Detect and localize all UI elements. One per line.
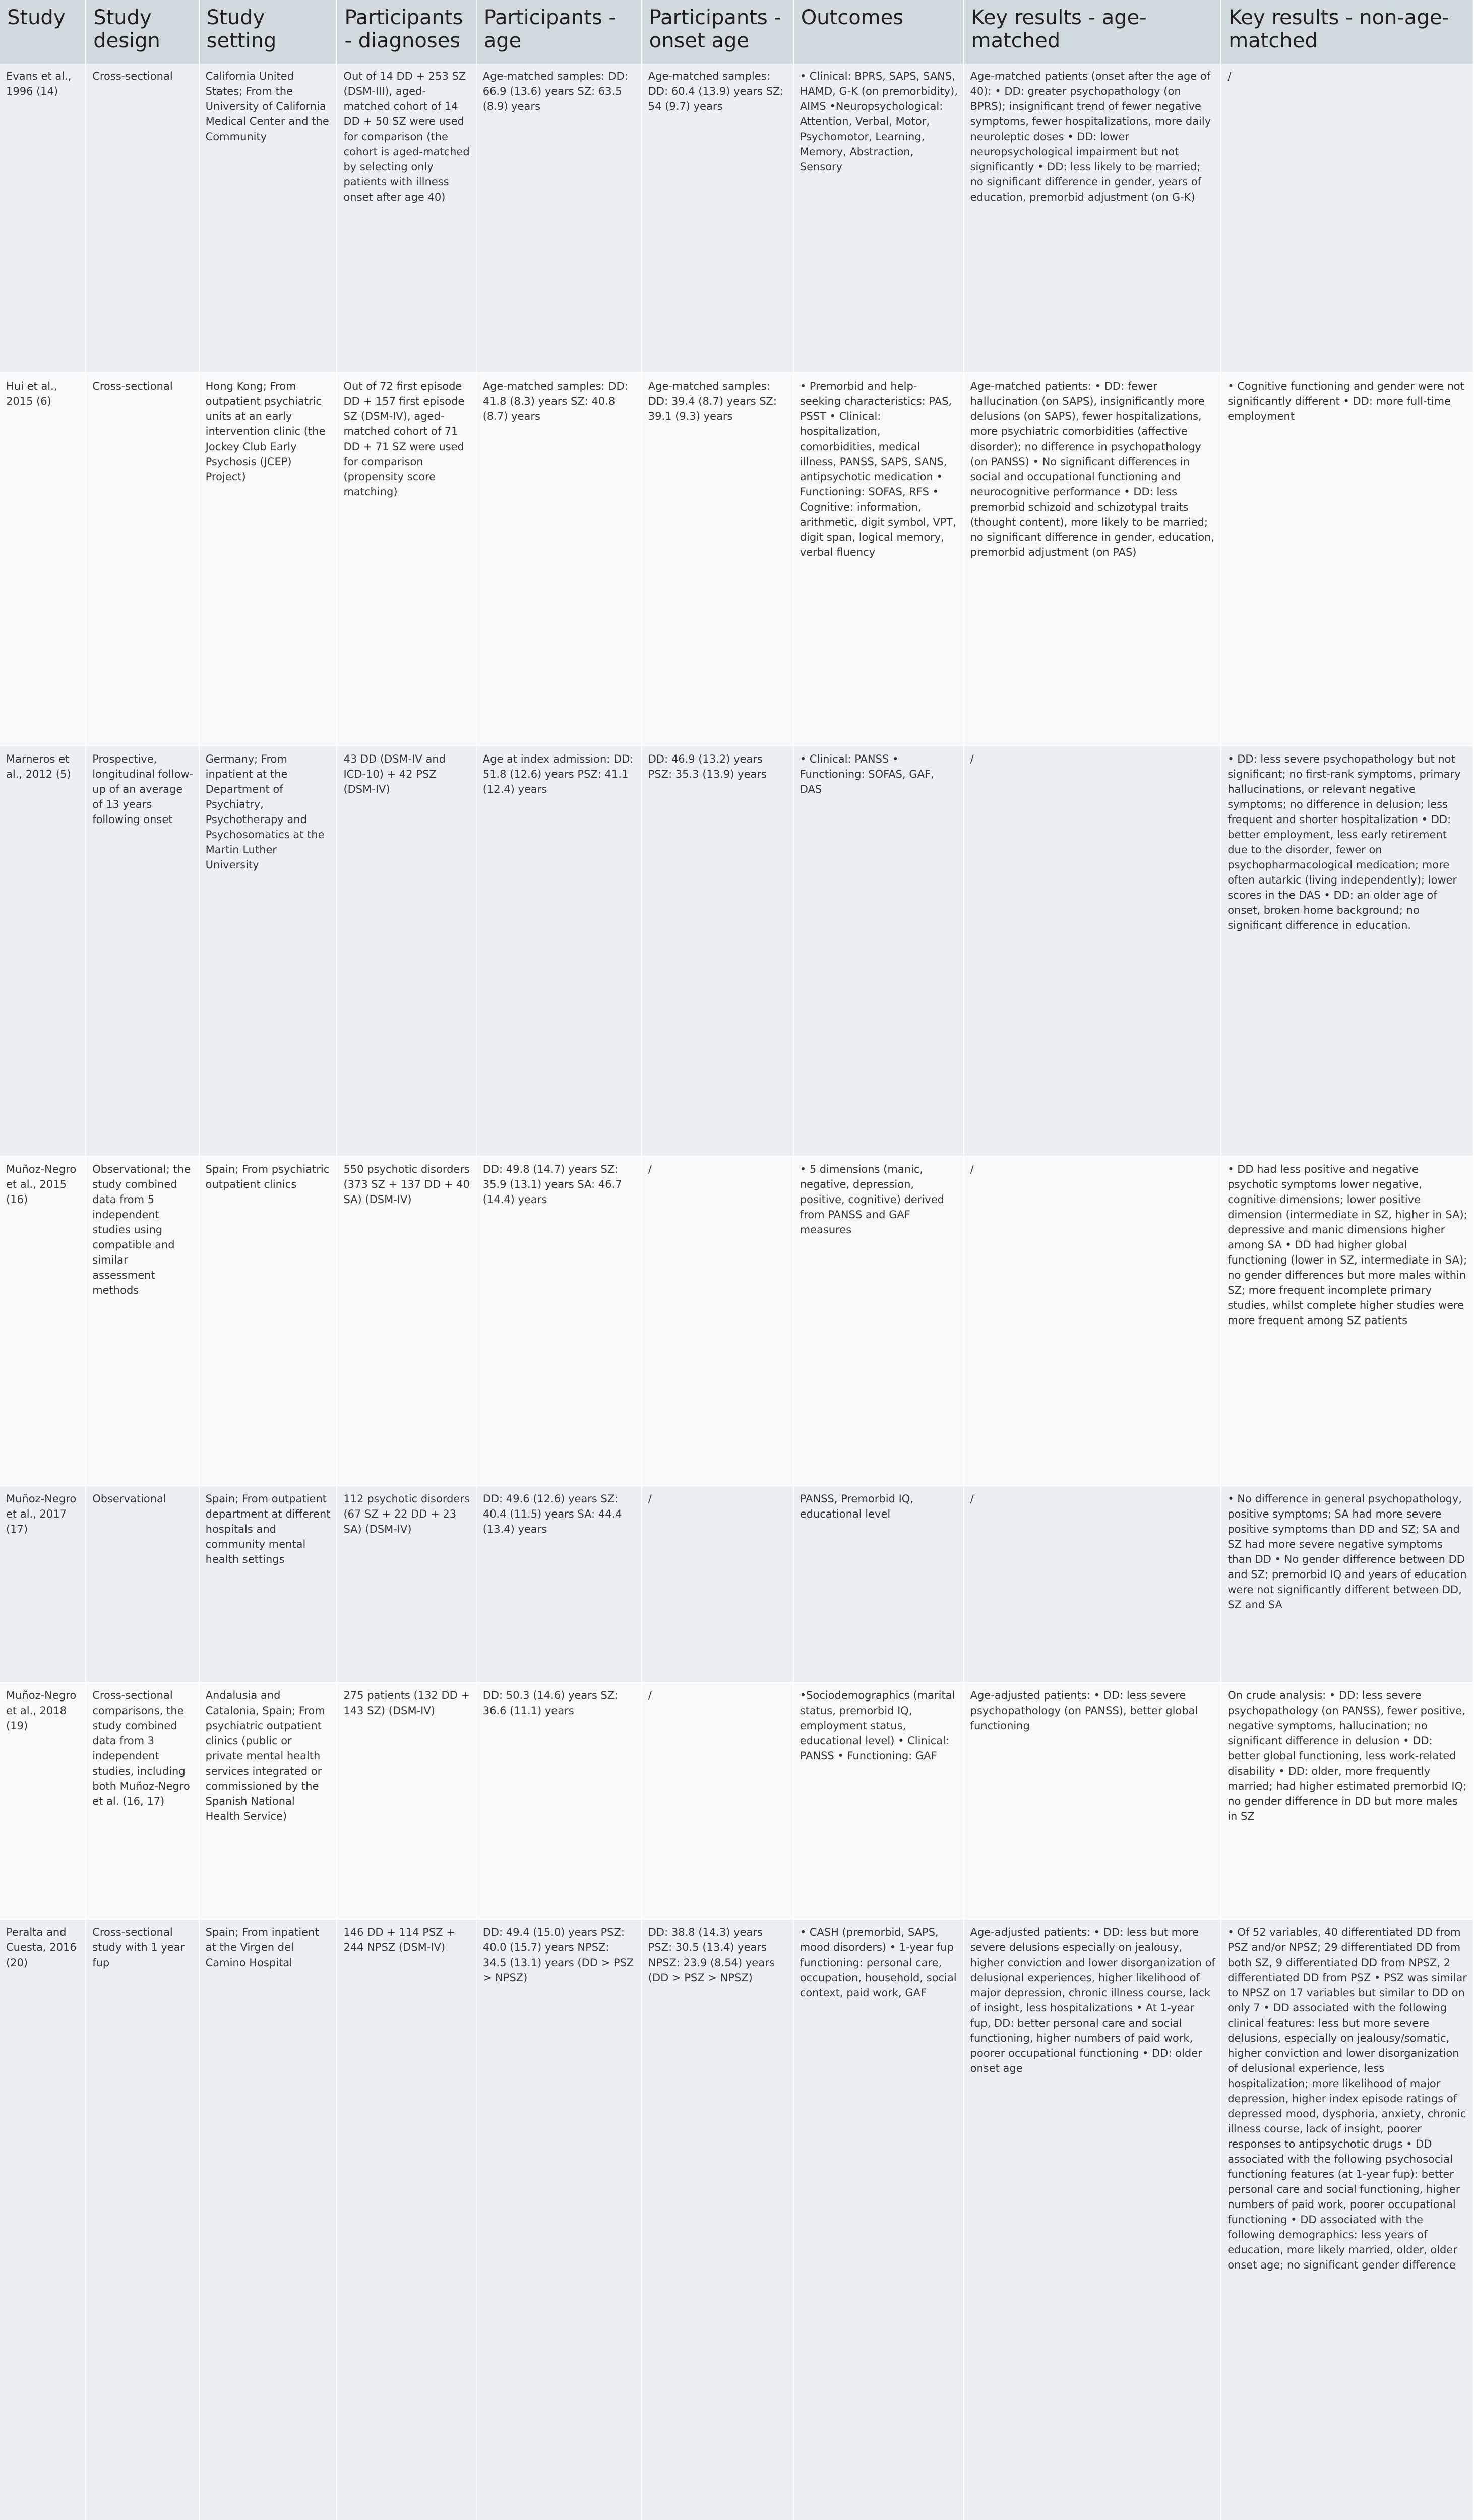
cell-age-matched-results: Age-matched patients: • DD: fewer hallucination (on SAPS), insignificantly more delusions (on SAPS), fewer hospitalizations, more psychiatric comorbidities (affective disorder); no difference in psychopathology (on PANSS) • No significant differences in social and occupational functioning and neurocognitive performance • DD: less premorbid schizoid and schizotypal traits (thought content), more likely to be married; no significant difference in gender, education, premorbid adjustment (on PAS) xyxy=(964,373,1221,746)
cell-diagnoses: 146 DD + 114 PSZ + 244 NPSZ (DSM-IV) xyxy=(337,1919,476,2520)
cell-study-design: Prospective, longitudinal follow-up of an average of 13 years following onset xyxy=(86,746,199,1156)
cell-study-design: Cross-sectional study with 1 year fup xyxy=(86,1919,199,2520)
cell-non-age-matched-results: • No difference in general psychopathology, positive symptoms; SA had more severe positive symptoms than DD and SZ; SA and SZ had more severe negative symptoms than DD • No gender difference between DD and SZ; premorbid IQ and years of education were not significantly different between DD, SZ and SA xyxy=(1221,1486,1473,1682)
cell-non-age-matched-results: • Cognitive functioning and gender were not significantly different • DD: more full-time employment xyxy=(1221,373,1473,746)
cell-diagnoses: 550 psychotic disorders (373 SZ + 137 DD + 40 SA) (DSM-IV) xyxy=(337,1156,476,1486)
table-row xyxy=(0,1919,1473,2520)
cell-study-design: Observational; the study combined data from 5 independent studies using compatible and similar assessment methods xyxy=(86,1156,199,1486)
cell-study: Muñoz-Negro et al., 2015 (16) xyxy=(0,1156,86,1486)
cell-outcomes: • Clinical: PANSS • Functioning: SOFAS, GAF, DAS xyxy=(793,746,964,1156)
cell-onset-age: / xyxy=(642,1156,793,1486)
cell-onset-age: Age-matched samples: DD: 39.4 (8.7) years SZ: 39.1 (9.3) years xyxy=(642,373,793,746)
cell-age-matched-results: / xyxy=(964,1156,1221,1486)
cell-study-design: Cross-sectional comparisons, the study combined data from 3 independent studies, including both Muñoz-Negro et al. (16, 17) xyxy=(86,1682,199,1919)
cell-age: DD: 49.4 (15.0) years PSZ: 40.0 (15.7) years NPSZ: 34.5 (13.1) years (DD > PSZ > NPSZ) xyxy=(476,1919,642,2520)
cell-diagnoses: Out of 72 first episode DD + 157 first episode SZ (DSM-IV), aged-matched cohort of 71 DD + 71 SZ were used for comparison (propensity score matching) xyxy=(337,373,476,746)
cell-age-matched-results: Age-matched patients (onset after the age of 40): • DD: greater psychopathology (on BPRS); insignificant trend of fewer negative symptoms, fewer hospitalizations, more daily neuroleptic doses • DD: lower neuropsychological impairment but not significantly • DD: less likely to be married; no significant difference in gender, years of education, premorbid adjustment (on G-K) xyxy=(964,64,1221,373)
cell-age: DD: 49.6 (12.6) years SZ: 40.4 (11.5) years SA: 44.4 (13.4) years xyxy=(476,1486,642,1682)
header-onset-age: Participants - onset age xyxy=(642,0,793,64)
cell-diagnoses: 275 patients (132 DD + 143 SZ) (DSM-IV) xyxy=(337,1682,476,1919)
header-study: Study xyxy=(0,0,86,64)
cell-outcomes: •Sociodemographics (marital status, premorbid IQ, employment status, educational level) • Clinical: PANSS • Functioning: GAF xyxy=(793,1682,964,1919)
cell-diagnoses: Out of 14 DD + 253 SZ (DSM-III), aged-matched cohort of 14 DD + 50 SZ were used for comparison (the cohort is aged-matched by selecting only patients with illness onset after age 40) xyxy=(337,64,476,373)
cell-diagnoses: 43 DD (DSM-IV and ICD-10) + 42 PSZ (DSM-IV) xyxy=(337,746,476,1156)
cell-study-setting: Spain; From psychiatric outpatient clinics xyxy=(199,1156,337,1486)
cell-non-age-matched-results: / xyxy=(1221,64,1473,373)
table-row xyxy=(0,64,1473,373)
cell-age: Age at index admission: DD: 51.8 (12.6) years PSZ: 41.1 (12.4) years xyxy=(476,746,642,1156)
cell-age: DD: 49.8 (14.7) years SZ: 35.9 (13.1) years SA: 46.7 (14.4) years xyxy=(476,1156,642,1486)
table-row xyxy=(0,1682,1473,1919)
cell-study: Peralta and Cuesta, 2016 (20) xyxy=(0,1919,86,2520)
table-row xyxy=(0,1156,1473,1486)
table-row xyxy=(0,373,1473,746)
cell-onset-age: DD: 46.9 (13.2) years PSZ: 35.3 (13.9) years xyxy=(642,746,793,1156)
cell-age-matched-results: Age-adjusted patients: • DD: less but more severe delusions especially on jealousy, higher conviction and lower disorganization of delusional experiences, higher likelihood of major depression, chronic illness course, lack of insight, less hospitalizations • At 1-year fup, DD: better personal care and social functioning, higher numbers of paid work, poorer occupational functioning • DD: older onset age xyxy=(964,1919,1221,2520)
header-key-results-non-age-matched: Key results - non-age-matched xyxy=(1221,0,1473,64)
cell-study-design: Cross-sectional xyxy=(86,64,199,373)
header-age: Participants - age xyxy=(476,0,642,64)
cell-onset-age: / xyxy=(642,1486,793,1682)
cell-study: Muñoz-Negro et al., 2018 (19) xyxy=(0,1682,86,1919)
cell-study-setting: Andalusia and Catalonia, Spain; From psychiatric outpatient clinics (public or private mental health services integrated or commissioned by the Spanish National Health Service) xyxy=(199,1682,337,1919)
cell-outcomes: • Clinical: BPRS, SAPS, SANS, HAMD, G-K (on premorbidity), AIMS •Neuropsychological: Attention, Verbal, Motor, Psychomotor, Learning, Memory, Abstraction, Sensory xyxy=(793,64,964,373)
header-study-design: Study design xyxy=(86,0,199,64)
cell-age-matched-results: / xyxy=(964,1486,1221,1682)
table-body xyxy=(0,64,1473,2520)
cell-study-design: Cross-sectional xyxy=(86,373,199,746)
cell-study-setting: Spain; From outpatient department at different hospitals and community mental health settings xyxy=(199,1486,337,1682)
header-row xyxy=(0,0,1473,64)
cell-non-age-matched-results: • DD: less severe psychopathology but not significant; no first-rank symptoms, primary hallucinations, or relevant negative symptoms; no difference in delusion; less frequent and shorter hospitalization • DD: better employment, less early retirement due to the disorder, fewer on psychopharmacological medication; more often autarkic (living independently); lower scores in the DAS • DD: an older age of onset, broken home background; no significant difference in education. xyxy=(1221,746,1473,1156)
cell-outcomes: • Premorbid and help-seeking characteristics: PAS, PSST • Clinical: hospitalization, comorbidities, medical illness, PANSS, SAPS, SANS, antipsychotic medication • Functioning: SOFAS, RFS • Cognitive: information, arithmetic, digit symbol, VPT, digit span, logical memory, verbal fluency xyxy=(793,373,964,746)
cell-age: Age-matched samples: DD: 66.9 (13.6) years SZ: 63.5 (8.9) years xyxy=(476,64,642,373)
cell-study-design: Observational xyxy=(86,1486,199,1682)
cell-study: Hui et al., 2015 (6) xyxy=(0,373,86,746)
cell-study-setting: Germany; From inpatient at the Department of Psychiatry, Psychotherapy and Psychosomatics at the Martin Luther University xyxy=(199,746,337,1156)
header-diagnoses: Participants - diagnoses xyxy=(337,0,476,64)
cell-study-setting: California United States; From the University of California Medical Center and the Community xyxy=(199,64,337,373)
cell-study: Evans et al., 1996 (14) xyxy=(0,64,86,373)
cell-diagnoses: 112 psychotic disorders (67 SZ + 22 DD + 23 SA) (DSM-IV) xyxy=(337,1486,476,1682)
cell-non-age-matched-results: • Of 52 variables, 40 differentiated DD from PSZ and/or NPSZ; 29 differentiated DD from both SZ, 9 differentiated DD from NPSZ, 2 differentiated DD from PSZ • PSZ was similar to NPSZ on 17 variables but similar to DD on only 7 • DD associated with the following clinical features: less but more severe delusions, especially on jealousy/somatic, higher conviction and lower disorganization of delusional experience, less hospitalization; more likelihood of major depression, higher index episode ratings of depressed mood, dysphoria, anxiety, chronic illness course, lack of insight, poorer responses to antipsychotic drugs • DD associated with the following psychosocial functioning features (at 1-year fup): better personal care and social functioning, higher numbers of paid work, poorer occupational functioning • DD associated with the following demographics: less years of education, more likely married, older, older onset age; no significant gender difference xyxy=(1221,1919,1473,2520)
cell-study: Marneros et al., 2012 (5) xyxy=(0,746,86,1156)
cell-study-setting: Spain; From inpatient at the Virgen del Camino Hospital xyxy=(199,1919,337,2520)
cell-onset-age: / xyxy=(642,1682,793,1919)
cell-study-setting: Hong Kong; From outpatient psychiatric units at an early intervention clinic (the Jockey Club Early Psychosis (JCEP) Project) xyxy=(199,373,337,746)
cell-outcomes: • 5 dimensions (manic, negative, depression, positive, cognitive) derived from PANSS and GAF measures xyxy=(793,1156,964,1486)
header-key-results-age-matched: Key results - age-matched xyxy=(964,0,1221,64)
cell-non-age-matched-results: On crude analysis: • DD: less severe psychopathology (on PANSS), fewer positive, negative symptoms, hallucination; no significant difference in delusion • DD: better global functioning, less work-related disability • DD: older, more frequently married; had higher estimated premorbid IQ; no gender difference in DD but more males in SZ xyxy=(1221,1682,1473,1919)
cell-outcomes: PANSS, Premorbid IQ, educational level xyxy=(793,1486,964,1682)
cell-age-matched-results: Age-adjusted patients: • DD: less severe psychopathology (on PANSS), better global functioning xyxy=(964,1682,1221,1919)
cell-non-age-matched-results: • DD had less positive and negative psychotic symptoms lower negative, cognitive dimensions; lower positive dimension (intermediate in SZ, higher in SA); depressive and manic dimensions higher among SA • DD had higher global functioning (lower in SZ, intermediate in SA); no gender differences but more males within SZ; more frequent incomplete primary studies, whilst complete higher studies were more frequent among SZ patients xyxy=(1221,1156,1473,1486)
table-row xyxy=(0,746,1473,1156)
cell-study: Muñoz-Negro et al., 2017 (17) xyxy=(0,1486,86,1682)
cell-age: Age-matched samples: DD: 41.8 (8.3) years SZ: 40.8 (8.7) years xyxy=(476,373,642,746)
cell-onset-age: DD: 38.8 (14.3) years PSZ: 30.5 (13.4) years NPSZ: 23.9 (8.54) years (DD > PSZ > NPSZ) xyxy=(642,1919,793,2520)
table-row xyxy=(0,1486,1473,1682)
cell-age-matched-results: / xyxy=(964,746,1221,1156)
cell-outcomes: • CASH (premorbid, SAPS, mood disorders) • 1-year fup functioning: personal care, occupation, household, social context, paid work, GAF xyxy=(793,1919,964,2520)
cell-onset-age: Age-matched samples: DD: 60.4 (13.9) years SZ: 54 (9.7) years xyxy=(642,64,793,373)
header-outcomes: Outcomes xyxy=(793,0,964,64)
header-study-setting: Study setting xyxy=(199,0,337,64)
cell-age: DD: 50.3 (14.6) years SZ: 36.6 (11.1) years xyxy=(476,1682,642,1919)
